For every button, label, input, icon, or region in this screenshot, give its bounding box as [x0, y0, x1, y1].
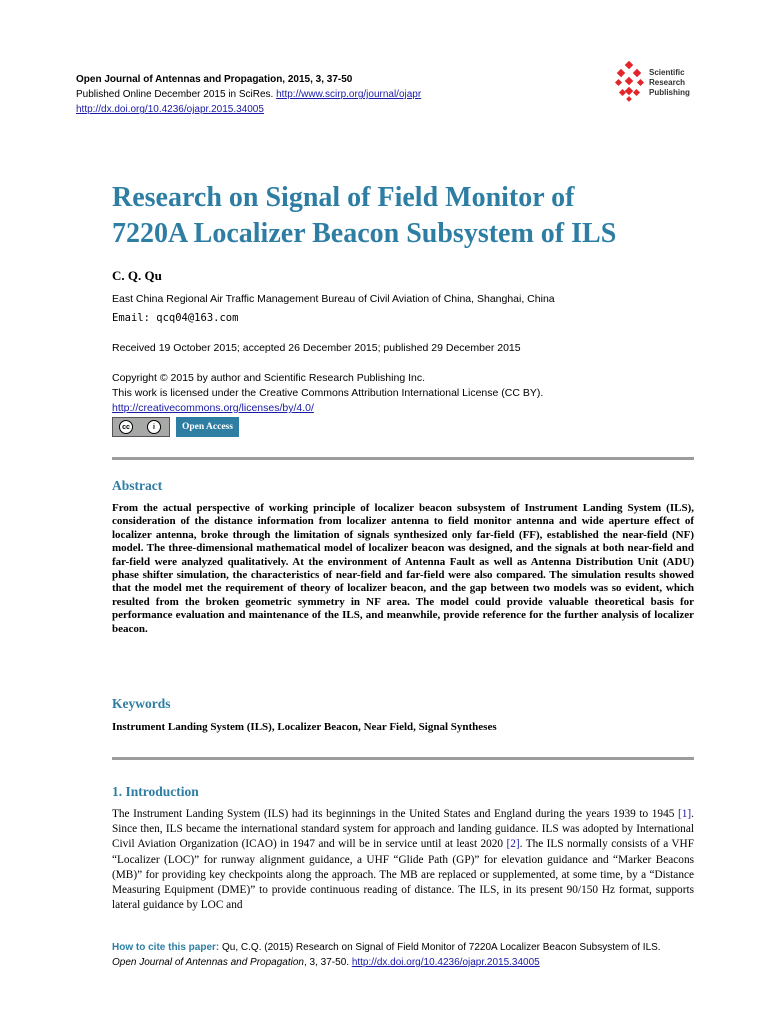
journal-published-line: Published Online December 2015 in SciRes. http://www.scirp.org/journal/ojapr: [76, 89, 422, 100]
introduction-heading: 1. Introduction: [112, 784, 199, 799]
scientific-research-publishing-logo: [612, 60, 702, 108]
dates: Received 19 October 2015; accepted 26 December 2015; published 29 December 2015: [112, 342, 521, 354]
abstract-heading: Abstract: [112, 478, 163, 493]
cc-by-badge[interactable]: [112, 417, 170, 437]
author-name: C. Q. Qu: [112, 268, 162, 283]
cc-icon: cc: [119, 420, 133, 434]
reference-link-1[interactable]: [1]: [677, 808, 692, 820]
journal-doi-link[interactable]: http://dx.doi.org/10.4236/ojapr.2015.34005: [76, 104, 264, 115]
keywords-heading: Keywords: [112, 696, 171, 711]
how-to-cite: How to cite this paper: Qu, C.Q. (2015) Research on Signal of Field Monitor of 7220A Localizer Beacon Subsystem of ILS. Open Journal of Antennas and Propagation, 3, 37-50. http://dx.doi.org/10.4236/ojapr.2015.34005: [112, 942, 661, 968]
journal-citation-line: Open Journal of Antennas and Propagation, 2015, 3, 37-50: [76, 74, 353, 85]
copyright-notice: Copyright © 2015 by author and Scientific Research Publishing Inc. This work is licensed under the Creative Commons Attribution International License (CC BY). http://creativecommons.org/licenses/by/4.0/: [112, 372, 544, 414]
divider-top: [112, 457, 694, 460]
cite-label: How to cite this paper:: [112, 942, 220, 953]
divider-bottom: [112, 757, 694, 760]
affiliation: East China Regional Air Traffic Management Bureau of Civil Aviation of China, Shanghai, China: [112, 293, 555, 305]
open-access-badge: Open Access: [176, 417, 239, 437]
cite-doi-link[interactable]: http://dx.doi.org/10.4236/ojapr.2015.34005: [351, 957, 540, 968]
journal-info: [76, 72, 421, 117]
keywords-text: Instrument Landing System (ILS), Localizer Beacon, Near Field, Signal Syntheses: [112, 721, 497, 733]
abstract-text: From the actual perspective of working principle of localizer beacon subsystem of Instrument Landing System (ILS), consideration of the distance information from localizer antenna to field monitor antenna and wide aperture effect of localizer antenna, broke through the limitation of signals synthesized only far-field (FF), established the near-field (NF) model. The three-dimensional mathematical model of localizer beacon was designed, and the signals at both near-field and far-field were analyzed qualitatively. At the environment of Antenna Fault as well as Antenna Distribution Unit (ADU) phase shifter simulation, the characteristics of near-field and far-field were also compared. The simulation results showed that the model met the requirement of theory of localizer beacon, and the gap between two models was so evident, which resulted from the broken geometric symmetry in NF area. The model could provide valuable theoretical basis for performance evaluation and maintenance of the ILS, and meanwhile, provide reference for the further analysis of localizer beacon.: [112, 502, 694, 635]
introduction-paragraph: The Instrument Landing System (ILS) had its beginnings in the United States and England during the years 1939 to 1945 [1]. Since then, ILS became the international standard system for approach and landing guidance. ILS was adopted by International Civil Aviation Organization (ICAO) in 1947 and will be in service until at least 2020 [2]. The ILS normally consists of a VHF “Localizer (LOC)” for runway alignment guidance, a UHF “Glide Path (GP)” for elevation guidance and “Marker Beacons (MB)” for providing key checkpoints along the approach. The MB are replaced or supplemented, at some time, by a “Distance Measuring Equipment (DME)” to provide continuous reading of distance. The ILS, in its present 90/150 Hz format, supports lateral guidance by LOC and: [112, 808, 694, 912]
diamond-pattern-icon: [612, 60, 648, 106]
by-person-icon: i: [147, 420, 161, 434]
cite-journal: Open Journal of Antennas and Propagation: [112, 957, 304, 968]
journal-url-link[interactable]: http://www.scirp.org/journal/ojapr: [276, 89, 422, 100]
logo-wordmark: Scientific Research Publishing: [649, 68, 690, 97]
email: Email: qcq04@163.com: [112, 312, 239, 324]
license-link[interactable]: http://creativecommons.org/licenses/by/4.0/: [112, 402, 314, 414]
reference-link-2[interactable]: [2]: [506, 838, 520, 851]
paper-title: Research on Signal of Field Monitor of 7220A Localizer Beacon Subsystem of ILS: [112, 182, 617, 249]
